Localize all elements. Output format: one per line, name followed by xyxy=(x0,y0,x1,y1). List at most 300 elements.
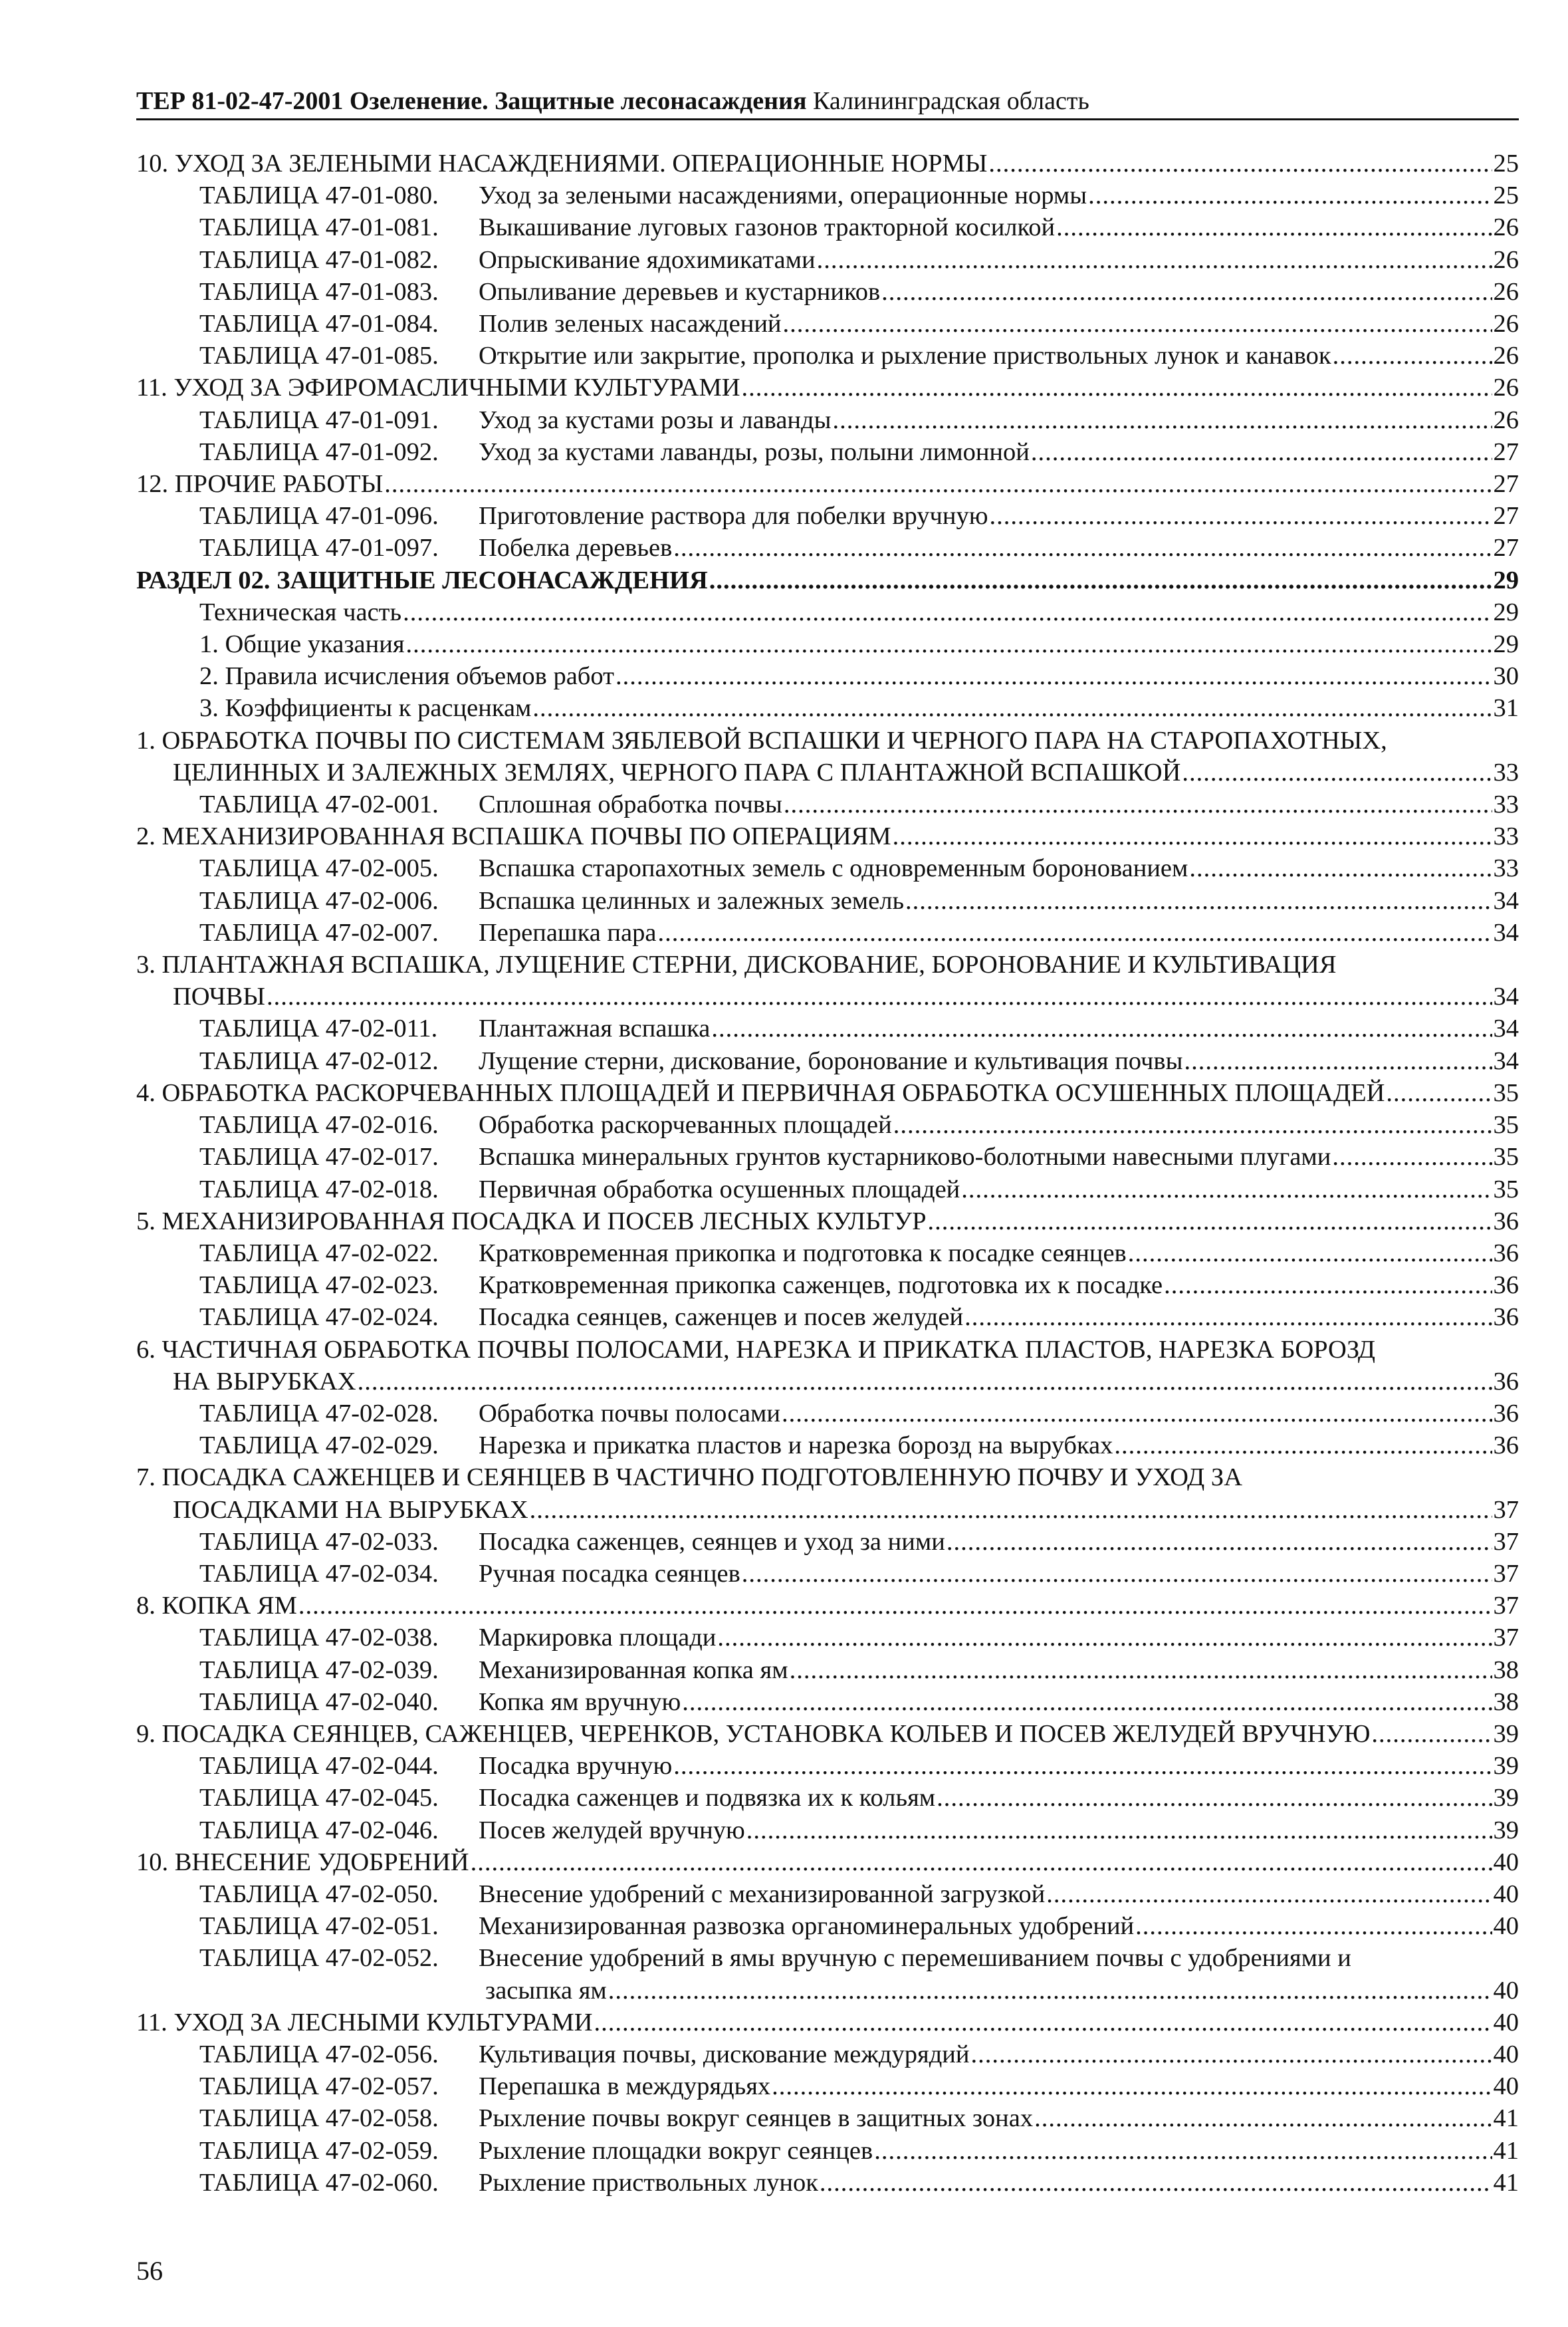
toc-entry[interactable] xyxy=(136,1846,1519,1878)
table-code: ТАБЛИЦА 47-02-046. xyxy=(199,1816,439,1844)
toc-page-number: 40 xyxy=(1493,2040,1519,2068)
toc-entry-label-line2: ПОЧВЫ xyxy=(173,983,265,1011)
table-title: Внесение удобрений с механизированной загрузкой xyxy=(479,1880,1046,1908)
toc-entry-label: 4. ОБРАБОТКА РАСКОРЧЕВАННЫХ ПЛОЩАДЕЙ И ПЕРВИЧНАЯ ОБРАБОТКА ОСУШЕННЫХ ПЛОЩАДЕЙ xyxy=(136,1078,1385,1107)
dot-leader xyxy=(1164,1269,1492,1301)
toc-entry-label: Внесение удобрений в ямы вручную с перемешиванием почвы с удобрениями и xyxy=(479,1944,1351,1973)
table-title: Уход за зелеными насаждениями, операционные нормы xyxy=(479,182,1087,210)
toc-entry-label xyxy=(199,917,656,949)
table-code: ТАБЛИЦА 47-02-001. xyxy=(199,791,439,819)
table-of-contents xyxy=(136,148,1519,2199)
toc-entry-label xyxy=(199,308,782,340)
table-title: Кратковременная прикопка и подготовка к посадке сеянцев xyxy=(479,1239,1127,1267)
dot-leader xyxy=(784,789,1492,820)
dot-leader xyxy=(616,660,1492,692)
toc-entry-label: 2. Правила исчисления объемов работ xyxy=(199,662,614,691)
dot-leader xyxy=(927,1205,1492,1237)
dot-leader xyxy=(608,1975,1492,2007)
toc-table-entry[interactable] xyxy=(136,1526,1519,1558)
table-title: Полив зеленых насаждений xyxy=(479,310,782,338)
toc-table-entry[interactable] xyxy=(136,1429,1519,1461)
toc-table-entry[interactable] xyxy=(136,340,1519,372)
table-title: Уход за кустами лаванды, розы, полыни лимонной xyxy=(479,437,1030,466)
toc-page-number: 29 xyxy=(1493,630,1519,659)
table-title: Посадка саженцев и подвязка их к кольям xyxy=(479,1784,936,1812)
toc-entry-last-line xyxy=(136,1975,1519,2007)
toc-entry-label: 1. ОБРАБОТКА ПОЧВЫ ПО СИСТЕМАМ ЗЯБЛЕВОЙ ВСПАШКИ И ЧЕРНОГО ПАРА НА СТАРОПАХОТНЫХ, xyxy=(136,726,1387,755)
table-code: ТАБЛИЦА 47-02-005. xyxy=(199,854,439,883)
toc-entry-label xyxy=(199,1301,963,1333)
toc-entry-label: 10. ВНЕСЕНИЕ УДОБРЕНИЙ xyxy=(136,1848,469,1876)
toc-page-number: 41 xyxy=(1493,2104,1519,2133)
toc-page-number: 27 xyxy=(1493,437,1519,466)
toc-entry-label xyxy=(199,244,816,276)
toc-page-number: 35 xyxy=(1493,1111,1519,1140)
table-code: ТАБЛИЦА 47-02-022. xyxy=(199,1239,439,1267)
toc-table-entry[interactable] xyxy=(136,1654,1519,1686)
toc-entry-label xyxy=(199,340,1331,372)
toc-page-number: 31 xyxy=(1493,694,1519,723)
page-number: 56 xyxy=(136,2256,163,2286)
toc-table-entry[interactable] xyxy=(136,500,1519,532)
toc-entry[interactable] xyxy=(136,1590,1519,1622)
table-code: ТАБЛИЦА 47-02-056. xyxy=(199,2040,439,2068)
toc-page-number: 36 xyxy=(1493,1271,1519,1300)
table-title: Кратковременная прикопка саженцев, подготовка их к посадке xyxy=(479,1271,1163,1300)
toc-entry-label: 7. ПОСАДКА САЖЕНЦЕВ И СЕЯНЦЕВ В ЧАСТИЧНО ПОДГОТОВЛЕННУЮ ПОЧВУ И УХОД ЗА xyxy=(136,1463,1242,1492)
dot-leader xyxy=(1189,852,1492,884)
toc-table-entry[interactable] xyxy=(136,276,1519,308)
dot-leader xyxy=(817,244,1492,276)
dot-leader xyxy=(1031,436,1492,468)
toc-table-entry[interactable] xyxy=(136,2038,1519,2070)
toc-table-entry[interactable] xyxy=(136,436,1519,468)
toc-page-number: 26 xyxy=(1493,245,1519,274)
table-title: Механизированная развозка органоминеральных удобрений xyxy=(479,1912,1135,1941)
toc-table-entry[interactable] xyxy=(136,2135,1519,2167)
table-code: ТАБЛИЦА 47-02-052. xyxy=(199,1944,439,1973)
toc-page-number: 40 xyxy=(1493,1880,1519,1908)
toc-entry[interactable] xyxy=(136,148,1519,180)
dot-leader xyxy=(298,1590,1492,1622)
table-code: ТАБЛИЦА 47-02-011. xyxy=(199,1015,438,1043)
toc-entry-label xyxy=(199,1910,1134,1942)
toc-entry-label: 3. ПЛАНТАЖНАЯ ВСПАШКА, ЛУЩЕНИЕ СТЕРНИ, ДИСКОВАНИЕ, БОРОНОВАНИЕ И КУЛЬТИВАЦИЯ xyxy=(136,951,1337,979)
toc-entry-label xyxy=(199,500,988,532)
toc-entry-label xyxy=(199,1141,1331,1173)
toc-table-entry[interactable] xyxy=(136,404,1519,436)
table-title: Приготовление раствора для побелки вручную xyxy=(479,502,988,531)
dot-leader xyxy=(988,148,1492,180)
region-name: Калининградская область xyxy=(813,87,1089,115)
dot-leader xyxy=(893,1109,1492,1141)
dot-leader xyxy=(711,1013,1492,1044)
table-title: Посев желудей вручную xyxy=(479,1816,745,1844)
toc-page-number: 40 xyxy=(1493,1848,1519,1876)
table-title: Лущение стерни, дискование, боронование и культивация почвы xyxy=(479,1046,1183,1075)
toc-page-number: 37 xyxy=(1493,1592,1519,1620)
toc-page-number: 33 xyxy=(1493,791,1519,819)
toc-page-number: 29 xyxy=(1493,566,1519,594)
dot-leader xyxy=(384,468,1492,500)
toc-table-entry[interactable] xyxy=(136,1750,1519,1782)
toc-entry-label xyxy=(199,852,1188,884)
toc-entry-label xyxy=(199,1686,681,1718)
toc-entry-label: 12. ПРОЧИЕ РАБОТЫ xyxy=(136,470,384,499)
table-title: Вспашка старопахотных земель с одновременным боронованием xyxy=(479,854,1188,883)
dot-leader xyxy=(790,1654,1492,1686)
toc-table-entry[interactable] xyxy=(136,1686,1519,1718)
toc-table-entry[interactable] xyxy=(136,2102,1519,2134)
table-code: ТАБЛИЦА 47-02-059. xyxy=(199,2136,439,2165)
toc-entry-label xyxy=(199,1654,788,1686)
toc-page-number: 27 xyxy=(1493,470,1519,499)
toc-entry-label: 5. МЕХАНИЗИРОВАННАЯ ПОСАДКА И ПОСЕВ ЛЕСНЫХ КУЛЬТУР xyxy=(136,1207,927,1235)
toc-table-entry[interactable] xyxy=(136,1045,1519,1077)
toc-page-number: 38 xyxy=(1493,1655,1519,1684)
toc-entry-label-line2: ПОСАДКАМИ НА ВЫРУБКАХ xyxy=(173,1495,528,1524)
dot-leader xyxy=(657,917,1492,949)
toc-entry[interactable] xyxy=(136,628,1519,660)
toc-page-number: 37 xyxy=(1493,1527,1519,1556)
toc-entry-label: 8. КОПКА ЯМ xyxy=(136,1592,297,1620)
toc-entry-label: 11. УХОД ЗА ЛЕСНЫМИ КУЛЬТУРАМИ xyxy=(136,2008,593,2036)
toc-entry-label-line1 xyxy=(136,949,1519,981)
table-code: ТАБЛИЦА 47-02-039. xyxy=(199,1655,439,1684)
dot-leader xyxy=(1371,1718,1492,1750)
table-title: Опрыскивание ядохимикатами xyxy=(479,245,816,274)
table-title: Вспашка минеральных грунтов кустарниково-болотными навесными плугами xyxy=(479,1143,1331,1171)
dot-leader xyxy=(1386,1077,1492,1109)
toc-entry-label xyxy=(199,2135,873,2167)
toc-entry-label-line2: НА ВЫРУБКАХ xyxy=(173,1367,356,1396)
table-title: Перепашка пара xyxy=(479,918,657,947)
toc-entry-label xyxy=(199,1398,780,1429)
dot-leader xyxy=(971,2038,1492,2070)
dot-leader xyxy=(1128,1237,1492,1269)
toc-table-entry[interactable] xyxy=(136,1398,1519,1429)
toc-page-number: 35 xyxy=(1493,1078,1519,1107)
toc-table-entry[interactable] xyxy=(136,1558,1519,1590)
toc-entry-label: 11. УХОД ЗА ЭФИРОМАСЛИЧНЫМИ КУЛЬТУРАМИ xyxy=(136,374,740,402)
table-title: Побелка деревьев xyxy=(479,534,673,562)
toc-entry-label-line1 xyxy=(136,1334,1519,1366)
dot-leader xyxy=(1333,340,1492,372)
toc-entry-label: 2. МЕХАНИЗИРОВАННАЯ ВСПАШКА ПОЧВЫ ПО ОПЕРАЦИЯМ xyxy=(136,822,891,851)
toc-entry[interactable] xyxy=(136,564,1519,596)
toc-entry[interactable] xyxy=(136,596,1519,628)
toc-page-number: 26 xyxy=(1493,374,1519,402)
dot-leader xyxy=(905,885,1492,917)
toc-table-entry[interactable] xyxy=(136,2070,1519,2102)
toc-entry-label xyxy=(199,1878,1045,1910)
toc-entry[interactable] xyxy=(136,1205,1519,1237)
dot-leader xyxy=(937,1782,1492,1814)
toc-entry-label xyxy=(199,276,880,308)
dot-leader xyxy=(893,820,1492,852)
table-title: Плантажная вспашка xyxy=(479,1015,711,1043)
toc-page-number: 36 xyxy=(1493,1303,1519,1332)
table-title: Рыхление приствольных лунок xyxy=(479,2168,818,2197)
toc-page-number: 29 xyxy=(1493,598,1519,626)
toc-page-number: 35 xyxy=(1493,1175,1519,1203)
toc-entry[interactable] xyxy=(136,2007,1519,2038)
dot-leader xyxy=(783,308,1492,340)
toc-entry-label xyxy=(199,2038,970,2070)
dot-leader xyxy=(1056,211,1492,243)
dot-leader xyxy=(820,2167,1492,2199)
table-code: ТАБЛИЦА 47-02-060. xyxy=(199,2168,439,2197)
toc-table-entry[interactable] xyxy=(136,789,1519,820)
table-code: ТАБЛИЦА 47-01-084. xyxy=(199,310,439,338)
toc-table-entry[interactable] xyxy=(136,1782,1519,1814)
toc-entry[interactable] xyxy=(136,468,1519,500)
dot-leader xyxy=(1034,2102,1492,2134)
toc-page-number: 34 xyxy=(1493,983,1519,1011)
toc-entry-label xyxy=(199,1750,672,1782)
toc-entry[interactable] xyxy=(136,372,1519,404)
toc-table-entry[interactable] xyxy=(136,211,1519,243)
table-code: ТАБЛИЦА 47-02-044. xyxy=(199,1752,439,1780)
toc-entry-label: 10. УХОД ЗА ЗЕЛЕНЫМИ НАСАЖДЕНИЯМИ. ОПЕРАЦИОННЫЕ НОРМЫ xyxy=(136,150,988,178)
toc-page-number: 36 xyxy=(1493,1431,1519,1460)
toc-page-number: 41 xyxy=(1493,2168,1519,2197)
dot-leader xyxy=(746,1814,1492,1846)
table-code: ТАБЛИЦА 47-01-082. xyxy=(199,245,439,274)
dot-leader xyxy=(682,1686,1492,1718)
table-title: Выкашивание луговых газонов тракторной косилкой xyxy=(479,213,1056,242)
toc-entry[interactable] xyxy=(136,660,1519,692)
table-title: Сплошная обработка почвы xyxy=(479,791,782,819)
table-title: Опыливание деревьев и кустарников xyxy=(479,277,881,306)
toc-table-entry[interactable] xyxy=(136,1173,1519,1205)
toc-entry-last-line xyxy=(136,1366,1519,1398)
toc-entry[interactable] xyxy=(136,1077,1519,1109)
table-code: ТАБЛИЦА 47-02-024. xyxy=(199,1303,439,1332)
table-title: Рыхление площадки вокруг сеянцев xyxy=(479,2136,873,2165)
toc-table-entry[interactable] xyxy=(136,180,1519,211)
toc-entry-label xyxy=(199,211,1055,243)
dot-leader xyxy=(1184,1045,1492,1077)
table-title: Обработка раскорчеванных площадей xyxy=(479,1111,892,1140)
toc-page-number: 39 xyxy=(1493,1752,1519,1780)
dot-leader xyxy=(406,628,1492,660)
table-code: ТАБЛИЦА 47-01-092. xyxy=(199,437,439,466)
toc-table-entry[interactable] xyxy=(136,2167,1519,2199)
toc-entry-label: РАЗДЕЛ 02. ЗАЩИТНЫЕ ЛЕСОНАСАЖДЕНИЯ xyxy=(136,566,708,594)
toc-page-number: 26 xyxy=(1493,406,1519,434)
toc-table-entry[interactable] xyxy=(136,308,1519,340)
dot-leader xyxy=(782,1398,1492,1429)
toc-entry-label xyxy=(199,1269,1163,1301)
dot-leader xyxy=(1046,1878,1492,1910)
table-code: ТАБЛИЦА 47-01-096. xyxy=(199,502,439,531)
toc-table-entry[interactable] xyxy=(136,852,1519,884)
toc-page-number: 26 xyxy=(1493,277,1519,306)
dot-leader xyxy=(1135,1910,1492,1942)
toc-page-number: 26 xyxy=(1493,310,1519,338)
toc-page-number: 40 xyxy=(1493,2072,1519,2101)
toc-entry[interactable] xyxy=(136,820,1519,852)
toc-page-number: 33 xyxy=(1493,758,1519,787)
toc-table-entry[interactable] xyxy=(136,1109,1519,1141)
toc-entry-last-line xyxy=(136,981,1519,1013)
table-code: ТАБЛИЦА 47-02-007. xyxy=(199,918,439,947)
toc-entry-label: 6. ЧАСТИЧНАЯ ОБРАБОТКА ПОЧВЫ ПОЛОСАМИ, НАРЕЗКА И ПРИКАТКА ПЛАСТОВ, НАРЕЗКА БОРОЗД xyxy=(136,1335,1376,1364)
toc-page-number: 37 xyxy=(1493,1495,1519,1524)
toc-table-entry[interactable] xyxy=(136,1237,1519,1269)
toc-table-entry[interactable] xyxy=(136,1622,1519,1653)
toc-page-number: 36 xyxy=(1493,1239,1519,1267)
table-code: ТАБЛИЦА 47-02-017. xyxy=(199,1143,439,1171)
toc-page-number: 38 xyxy=(1493,1687,1519,1716)
toc-table-entry[interactable] xyxy=(136,532,1519,564)
toc-table-entry[interactable] xyxy=(136,244,1519,276)
toc-table-entry[interactable] xyxy=(136,1269,1519,1301)
toc-page-number: 40 xyxy=(1493,2008,1519,2036)
dot-leader xyxy=(832,404,1492,436)
toc-entry-label: 1. Общие указания xyxy=(199,630,405,659)
dot-leader xyxy=(772,2070,1492,2102)
toc-entry-label xyxy=(199,1109,892,1141)
toc-table-entry[interactable] xyxy=(136,917,1519,949)
table-title: Посадка вручную xyxy=(479,1752,673,1780)
table-title: Посадка сеянцев, саженцев и посев желудей xyxy=(479,1303,964,1332)
toc-page-number: 34 xyxy=(1493,1015,1519,1043)
toc-entry-label xyxy=(199,1173,960,1205)
toc-entry-label xyxy=(199,2102,1033,2134)
toc-table-entry[interactable] xyxy=(136,1910,1519,1942)
toc-page-number: 36 xyxy=(1493,1207,1519,1235)
toc-entry[interactable] xyxy=(136,692,1519,724)
toc-entry-label: 9. ПОСАДКА СЕЯНЦЕВ, САЖЕНЦЕВ, ЧЕРЕНКОВ, УСТАНОВКА КОЛЬЕВ И ПОСЕВ ЖЕЛУДЕЙ ВРУЧНУЮ xyxy=(136,1719,1371,1748)
toc-entry-label xyxy=(199,404,831,436)
toc-page-number: 36 xyxy=(1493,1367,1519,1396)
toc-page-number: 39 xyxy=(1493,1816,1519,1844)
dot-leader xyxy=(742,372,1492,404)
dot-leader xyxy=(1332,1141,1492,1173)
table-title: Перепашка в междурядьях xyxy=(479,2072,771,2101)
table-code: ТАБЛИЦА 47-02-057. xyxy=(199,2072,439,2101)
toc-page-number: 26 xyxy=(1493,342,1519,370)
toc-page-number: 41 xyxy=(1493,2136,1519,2165)
toc-entry-label xyxy=(199,1558,740,1590)
toc-page-number: 40 xyxy=(1493,1976,1519,2005)
toc-page-number: 34 xyxy=(1493,886,1519,915)
dot-leader xyxy=(709,564,1492,596)
table-code: ТАБЛИЦА 47-02-038. xyxy=(199,1624,439,1652)
toc-table-entry[interactable] xyxy=(136,1141,1519,1173)
toc-entry-label xyxy=(199,789,782,820)
table-title: Ручная посадка сеянцев xyxy=(479,1559,740,1588)
dot-leader xyxy=(1114,1429,1492,1461)
table-code: ТАБЛИЦА 47-02-040. xyxy=(199,1687,439,1716)
toc-page-number: 37 xyxy=(1493,1559,1519,1588)
dot-leader xyxy=(874,2135,1492,2167)
dot-leader xyxy=(267,981,1492,1013)
toc-entry-label xyxy=(199,1013,710,1044)
toc-table-entry[interactable] xyxy=(136,1013,1519,1044)
toc-table-entry[interactable] xyxy=(136,1814,1519,1846)
table-code: ТАБЛИЦА 47-01-081. xyxy=(199,213,439,242)
document-title: ТЕР 81-02-47-2001 Озеленение. Защитные лесонасаждения xyxy=(136,87,807,115)
toc-entry-label-line1 xyxy=(136,1461,1519,1493)
toc-table-entry[interactable] xyxy=(136,1301,1519,1333)
toc-page-number: 40 xyxy=(1493,1912,1519,1941)
table-code: ТАБЛИЦА 47-02-033. xyxy=(199,1527,439,1556)
toc-entry[interactable] xyxy=(136,1461,1519,1525)
toc-page-number: 34 xyxy=(1493,1046,1519,1075)
toc-entry-label xyxy=(199,1429,1113,1461)
toc-page-number: 25 xyxy=(1493,182,1519,210)
table-code: ТАБЛИЦА 47-02-050. xyxy=(199,1880,439,1908)
toc-entry-label: Техническая часть xyxy=(199,598,402,626)
toc-page-number: 36 xyxy=(1493,1399,1519,1427)
dot-leader xyxy=(717,1622,1492,1653)
dot-leader xyxy=(403,596,1492,628)
toc-entry-label xyxy=(199,1045,1182,1077)
toc-entry[interactable] xyxy=(136,1334,1519,1398)
table-code: ТАБЛИЦА 47-02-058. xyxy=(199,2104,439,2133)
toc-entry-label xyxy=(199,2070,770,2102)
toc-entry-label-line1 xyxy=(136,1942,1519,1974)
dot-leader xyxy=(673,1750,1492,1782)
table-title: Рыхление почвы вокруг сеянцев в защитных зонах xyxy=(479,2104,1034,2133)
table-title: Обработка почвы полосами xyxy=(479,1399,780,1427)
toc-page-number: 39 xyxy=(1493,1784,1519,1812)
dot-leader xyxy=(530,1494,1492,1526)
toc-page-number: 27 xyxy=(1493,534,1519,562)
table-title: Открытие или закрытие, прополка и рыхление приствольных лунок и канавок xyxy=(479,342,1331,370)
toc-entry-label xyxy=(199,1237,1127,1269)
toc-entry-label xyxy=(199,180,1087,211)
toc-entry[interactable] xyxy=(136,1718,1519,1750)
dot-leader xyxy=(881,276,1492,308)
toc-page-number: 25 xyxy=(1493,150,1519,178)
toc-entry-label-line1 xyxy=(136,725,1519,757)
dot-leader xyxy=(358,1366,1492,1398)
dot-leader xyxy=(1182,757,1492,789)
table-title: Нарезка и прикатка пластов и нарезка борозд на вырубках xyxy=(479,1431,1113,1460)
dot-leader xyxy=(532,692,1492,724)
table-code: ТАБЛИЦА 47-02-051. xyxy=(199,1912,439,1941)
table-code: ТАБЛИЦА 47-01-091. xyxy=(199,406,439,434)
toc-entry-label xyxy=(199,532,672,564)
toc-entry[interactable] xyxy=(136,949,1519,1013)
table-code: ТАБЛИЦА 47-02-012. xyxy=(199,1046,439,1075)
toc-entry[interactable] xyxy=(136,725,1519,789)
dot-leader xyxy=(742,1558,1492,1590)
table-code: ТАБЛИЦА 47-02-018. xyxy=(199,1175,439,1203)
toc-table-entry[interactable] xyxy=(136,1878,1519,1910)
toc-page-number: 26 xyxy=(1493,213,1519,242)
toc-page-number: 34 xyxy=(1493,918,1519,947)
toc-entry-label xyxy=(199,1782,935,1814)
table-code: ТАБЛИЦА 47-02-016. xyxy=(199,1111,439,1140)
toc-entry-label: 3. Коэффициенты к расценкам xyxy=(199,694,532,723)
toc-entry-label xyxy=(199,1622,716,1653)
table-code: ТАБЛИЦА 47-02-006. xyxy=(199,886,439,915)
table-title: Вспашка целинных и залежных земель xyxy=(479,886,905,915)
table-title: Первичная обработка осушенных площадей xyxy=(479,1175,960,1203)
dot-leader xyxy=(964,1301,1492,1333)
toc-entry[interactable] xyxy=(136,1942,1519,2006)
table-code: ТАБЛИЦА 47-02-029. xyxy=(199,1431,439,1460)
dot-leader xyxy=(961,1173,1492,1205)
toc-page-number: 39 xyxy=(1493,1719,1519,1748)
toc-page-number: 33 xyxy=(1493,822,1519,851)
toc-table-entry[interactable] xyxy=(136,885,1519,917)
